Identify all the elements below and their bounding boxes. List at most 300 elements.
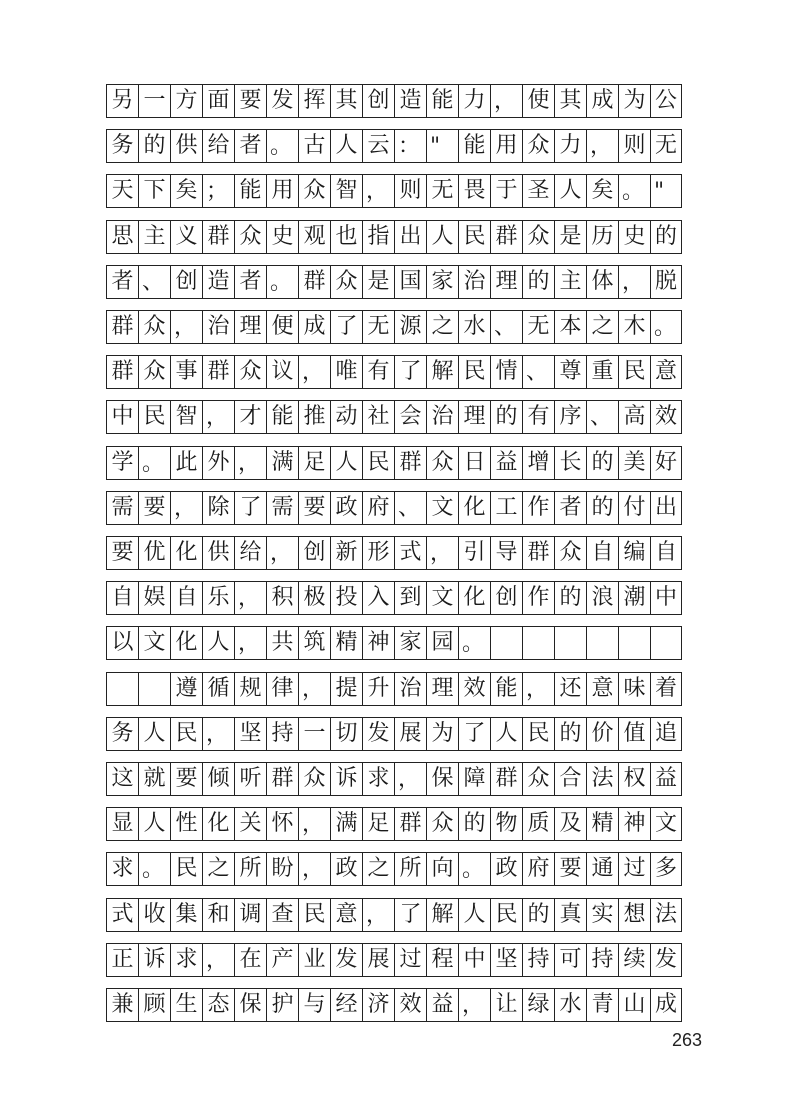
grid-cell: 创 bbox=[490, 582, 522, 614]
grid-row bbox=[106, 310, 682, 344]
grid-cell: 通 bbox=[586, 853, 618, 885]
grid-cell: 之 bbox=[586, 311, 618, 343]
grid-cell: 是 bbox=[554, 221, 586, 253]
grid-cell: 遵 bbox=[170, 673, 202, 705]
grid-cell: 方 bbox=[170, 85, 202, 117]
grid-cell: 极 bbox=[298, 582, 330, 614]
grid-cell: 展 bbox=[394, 718, 426, 750]
grid-cell: 诉 bbox=[330, 763, 362, 795]
grid-cell: 自 bbox=[170, 582, 202, 614]
grid-cell: 。 bbox=[618, 175, 650, 207]
grid-cell: 古 bbox=[298, 130, 330, 162]
grid-cell: 议 bbox=[266, 356, 298, 388]
grid-cell: 持 bbox=[266, 718, 298, 750]
grid-cell: 政 bbox=[490, 853, 522, 885]
grid-cell: 群 bbox=[490, 221, 522, 253]
grid-cell: ， bbox=[234, 447, 266, 479]
grid-cell: 兼 bbox=[106, 989, 138, 1021]
grid-cell: 情 bbox=[490, 356, 522, 388]
grid-cell: 人 bbox=[330, 447, 362, 479]
grid-cell: 众 bbox=[426, 808, 458, 840]
grid-cell: 面 bbox=[202, 85, 234, 117]
grid-cell: 味 bbox=[618, 673, 650, 705]
grid-cell: ； bbox=[202, 175, 234, 207]
grid-cell: 要 bbox=[170, 763, 202, 795]
grid-row bbox=[106, 84, 682, 118]
grid-cell: 重 bbox=[586, 356, 618, 388]
grid-cell: 追 bbox=[650, 718, 682, 750]
grid-cell: 用 bbox=[266, 175, 298, 207]
grid-cell: 人 bbox=[138, 718, 170, 750]
grid-cell: 发 bbox=[650, 944, 682, 976]
grid-row bbox=[106, 672, 682, 706]
grid-cell: 保 bbox=[234, 989, 266, 1021]
grid-cell: 集 bbox=[170, 899, 202, 931]
grid-cell: 了 bbox=[394, 899, 426, 931]
grid-cell: ， bbox=[522, 673, 554, 705]
grid-cell: 的 bbox=[490, 401, 522, 433]
grid-cell: 查 bbox=[266, 899, 298, 931]
grid-cell: 的 bbox=[586, 447, 618, 479]
grid-cell: 真 bbox=[554, 899, 586, 931]
grid-cell: 有 bbox=[522, 401, 554, 433]
grid-cell: 群 bbox=[298, 266, 330, 298]
grid-cell: 可 bbox=[554, 944, 586, 976]
grid-cell: 意 bbox=[586, 673, 618, 705]
grid-cell: ， bbox=[618, 266, 650, 298]
grid-cell: 精 bbox=[330, 627, 362, 659]
grid-cell: 。 bbox=[458, 627, 490, 659]
grid-cell: 除 bbox=[202, 492, 234, 524]
grid-cell: 能 bbox=[458, 130, 490, 162]
grid-cell: 神 bbox=[618, 808, 650, 840]
grid-cell: 便 bbox=[266, 311, 298, 343]
grid-cell: 众 bbox=[234, 221, 266, 253]
grid-cell: 了 bbox=[394, 356, 426, 388]
grid-cell: 与 bbox=[298, 989, 330, 1021]
grid-cell: ， bbox=[586, 130, 618, 162]
grid-cell: 民 bbox=[362, 447, 394, 479]
grid-cell: 众 bbox=[234, 356, 266, 388]
grid-row bbox=[106, 265, 682, 299]
grid-row bbox=[106, 446, 682, 480]
grid-cell: 切 bbox=[330, 718, 362, 750]
grid-cell: 于 bbox=[490, 175, 522, 207]
grid-cell: 、 bbox=[586, 401, 618, 433]
grid-cell: 中 bbox=[650, 582, 682, 614]
grid-cell: 群 bbox=[490, 763, 522, 795]
grid-cell: 则 bbox=[394, 175, 426, 207]
grid-row bbox=[106, 943, 682, 977]
grid-cell: ， bbox=[298, 356, 330, 388]
grid-cell: 能 bbox=[426, 85, 458, 117]
grid-cell: ， bbox=[234, 627, 266, 659]
grid-cell: 出 bbox=[650, 492, 682, 524]
grid-cell: 天 bbox=[106, 175, 138, 207]
grid-cell: 精 bbox=[586, 808, 618, 840]
grid-cell: 成 bbox=[298, 311, 330, 343]
grid-cell: 在 bbox=[234, 944, 266, 976]
grid-cell: 美 bbox=[618, 447, 650, 479]
grid-cell bbox=[554, 627, 586, 659]
grid-cell: 坚 bbox=[234, 718, 266, 750]
grid-cell: 保 bbox=[426, 763, 458, 795]
grid-cell: 。 bbox=[266, 266, 298, 298]
grid-cell: 好 bbox=[650, 447, 682, 479]
grid-cell: 到 bbox=[394, 582, 426, 614]
grid-cell: 了 bbox=[234, 492, 266, 524]
grid-cell: 化 bbox=[170, 627, 202, 659]
grid-cell: 经 bbox=[330, 989, 362, 1021]
grid-row bbox=[106, 898, 682, 932]
grid-cell: 诉 bbox=[138, 944, 170, 976]
grid-cell: ， bbox=[170, 311, 202, 343]
grid-cell: 自 bbox=[106, 582, 138, 614]
grid-cell: 文 bbox=[426, 492, 458, 524]
grid-row bbox=[106, 129, 682, 163]
grid-cell: 娱 bbox=[138, 582, 170, 614]
grid-cell: ， bbox=[202, 944, 234, 976]
grid-cell: 是 bbox=[362, 266, 394, 298]
grid-cell: 另 bbox=[106, 85, 138, 117]
grid-cell: 群 bbox=[394, 808, 426, 840]
grid-cell: 听 bbox=[234, 763, 266, 795]
page-number: 263 bbox=[672, 1030, 703, 1050]
grid-cell: 群 bbox=[394, 447, 426, 479]
grid-cell: 其 bbox=[554, 85, 586, 117]
grid-cell: 中 bbox=[106, 401, 138, 433]
grid-row bbox=[106, 807, 682, 841]
grid-cell: 者 bbox=[554, 492, 586, 524]
grid-cell: 规 bbox=[234, 673, 266, 705]
grid-cell: 。 bbox=[138, 853, 170, 885]
grid-cell: 出 bbox=[394, 221, 426, 253]
grid-cell: 效 bbox=[394, 989, 426, 1021]
grid-cell: " bbox=[426, 130, 458, 162]
grid-cell: 给 bbox=[234, 537, 266, 569]
grid-cell: 展 bbox=[362, 944, 394, 976]
grid-cell: 浪 bbox=[586, 582, 618, 614]
grid-cell: 理 bbox=[490, 266, 522, 298]
grid-cell: 能 bbox=[490, 673, 522, 705]
grid-cell: 济 bbox=[362, 989, 394, 1021]
grid-cell: 以 bbox=[106, 627, 138, 659]
grid-cell: 其 bbox=[330, 85, 362, 117]
grid-cell: 众 bbox=[522, 130, 554, 162]
grid-cell: 效 bbox=[458, 673, 490, 705]
grid-cell: 倾 bbox=[202, 763, 234, 795]
grid-row bbox=[106, 626, 682, 660]
grid-row bbox=[106, 174, 682, 208]
grid-cell: 用 bbox=[490, 130, 522, 162]
grid-cell: 主 bbox=[138, 221, 170, 253]
grid-cell: 史 bbox=[266, 221, 298, 253]
grid-cell: 化 bbox=[202, 808, 234, 840]
grid-cell: 造 bbox=[394, 85, 426, 117]
grid-cell: 及 bbox=[554, 808, 586, 840]
grid-cell: 中 bbox=[458, 944, 490, 976]
grid-cell: 力 bbox=[458, 85, 490, 117]
grid-cell: 有 bbox=[362, 356, 394, 388]
grid-cell: 文 bbox=[650, 808, 682, 840]
grid-cell: 能 bbox=[234, 175, 266, 207]
grid-cell: 所 bbox=[234, 853, 266, 885]
grid-cell: ， bbox=[394, 763, 426, 795]
grid-cell: 。 bbox=[458, 853, 490, 885]
grid-cell: 才 bbox=[234, 401, 266, 433]
grid-cell: 这 bbox=[106, 763, 138, 795]
grid-row bbox=[106, 220, 682, 254]
grid-cell: 多 bbox=[650, 853, 682, 885]
grid-cell: 使 bbox=[522, 85, 554, 117]
grid-cell: 显 bbox=[106, 808, 138, 840]
grid-cell: 动 bbox=[330, 401, 362, 433]
grid-cell: 众 bbox=[330, 266, 362, 298]
grid-cell: 创 bbox=[298, 537, 330, 569]
grid-cell: 法 bbox=[586, 763, 618, 795]
grid-cell: 群 bbox=[266, 763, 298, 795]
grid-cell: 众 bbox=[554, 537, 586, 569]
grid-cell: 务 bbox=[106, 130, 138, 162]
grid-cell: 府 bbox=[362, 492, 394, 524]
grid-cell: 满 bbox=[330, 808, 362, 840]
grid-cell: 群 bbox=[106, 311, 138, 343]
grid-cell: ， bbox=[298, 808, 330, 840]
grid-cell: 无 bbox=[522, 311, 554, 343]
grid-cell: 者 bbox=[106, 266, 138, 298]
grid-cell: 水 bbox=[458, 311, 490, 343]
grid-cell: 供 bbox=[170, 130, 202, 162]
grid-cell: 群 bbox=[202, 356, 234, 388]
grid-cell: 实 bbox=[586, 899, 618, 931]
grid-cell: 民 bbox=[170, 718, 202, 750]
grid-row bbox=[106, 852, 682, 886]
grid-cell: 历 bbox=[586, 221, 618, 253]
grid-cell: 民 bbox=[522, 718, 554, 750]
grid-cell: 发 bbox=[362, 718, 394, 750]
grid-cell: 人 bbox=[330, 130, 362, 162]
grid-cell: 创 bbox=[170, 266, 202, 298]
grid-cell: 治 bbox=[394, 673, 426, 705]
grid-row bbox=[106, 536, 682, 570]
grid-cell: 益 bbox=[490, 447, 522, 479]
grid-cell: 向 bbox=[426, 853, 458, 885]
grid-cell: 观 bbox=[298, 221, 330, 253]
grid-cell: 物 bbox=[490, 808, 522, 840]
grid-cell: 程 bbox=[426, 944, 458, 976]
grid-cell: 无 bbox=[650, 130, 682, 162]
grid-cell: 求 bbox=[170, 944, 202, 976]
grid-cell: 无 bbox=[426, 175, 458, 207]
grid-cell: 增 bbox=[522, 447, 554, 479]
grid-cell: 指 bbox=[362, 221, 394, 253]
grid-cell: 的 bbox=[138, 130, 170, 162]
grid-cell: 式 bbox=[106, 899, 138, 931]
grid-cell: 文 bbox=[426, 582, 458, 614]
grid-cell: 要 bbox=[234, 85, 266, 117]
grid-cell: 发 bbox=[266, 85, 298, 117]
grid-cell: 社 bbox=[362, 401, 394, 433]
grid-cell: 需 bbox=[106, 492, 138, 524]
grid-cell: 者 bbox=[234, 130, 266, 162]
grid-cell: 续 bbox=[618, 944, 650, 976]
grid-cell: 乐 bbox=[202, 582, 234, 614]
grid-cell: 一 bbox=[138, 85, 170, 117]
grid-cell: ， bbox=[202, 401, 234, 433]
grid-cell: 足 bbox=[362, 808, 394, 840]
grid-cell: 无 bbox=[362, 311, 394, 343]
grid-cell bbox=[586, 627, 618, 659]
grid-cell: 治 bbox=[426, 401, 458, 433]
grid-cell: 效 bbox=[650, 401, 682, 433]
grid-cell: 府 bbox=[522, 853, 554, 885]
grid-cell: 化 bbox=[170, 537, 202, 569]
grid-cell: 事 bbox=[170, 356, 202, 388]
grid-cell: 人 bbox=[490, 718, 522, 750]
grid-cell: 积 bbox=[266, 582, 298, 614]
grid-cell: 持 bbox=[586, 944, 618, 976]
grid-cell bbox=[522, 627, 554, 659]
grid-cell: 优 bbox=[138, 537, 170, 569]
grid-cell: 益 bbox=[426, 989, 458, 1021]
grid-cell: 收 bbox=[138, 899, 170, 931]
grid-cell: 的 bbox=[458, 808, 490, 840]
grid-cell: 为 bbox=[618, 85, 650, 117]
grid-cell: 脱 bbox=[650, 266, 682, 298]
grid-cell: 也 bbox=[330, 221, 362, 253]
grid-cell: 群 bbox=[106, 356, 138, 388]
grid-row bbox=[106, 581, 682, 615]
grid-cell: 众 bbox=[522, 221, 554, 253]
grid-cell: 青 bbox=[586, 989, 618, 1021]
grid-cell: 还 bbox=[554, 673, 586, 705]
grid-cell: 了 bbox=[458, 718, 490, 750]
grid-cell: ， bbox=[298, 673, 330, 705]
grid-cell: 潮 bbox=[618, 582, 650, 614]
grid-cell: 新 bbox=[330, 537, 362, 569]
grid-cell: 学 bbox=[106, 447, 138, 479]
grid-cell: 持 bbox=[522, 944, 554, 976]
grid-cell bbox=[618, 627, 650, 659]
grid-cell: 就 bbox=[138, 763, 170, 795]
grid-cell: 民 bbox=[138, 401, 170, 433]
grid-row bbox=[106, 717, 682, 751]
grid-cell: ， bbox=[170, 492, 202, 524]
grid-cell: 治 bbox=[202, 311, 234, 343]
grid-cell: ， bbox=[490, 85, 522, 117]
grid-cell: 式 bbox=[394, 537, 426, 569]
grid-cell: 木 bbox=[618, 311, 650, 343]
grid-cell: 所 bbox=[394, 853, 426, 885]
grid-cell: 价 bbox=[586, 718, 618, 750]
grid-cell: 义 bbox=[170, 221, 202, 253]
grid-cell: 民 bbox=[490, 899, 522, 931]
grid-cell: 家 bbox=[426, 266, 458, 298]
grid-cell: 过 bbox=[618, 853, 650, 885]
grid-cell: 业 bbox=[298, 944, 330, 976]
grid-cell: 。 bbox=[650, 311, 682, 343]
grid-cell: 序 bbox=[554, 401, 586, 433]
grid-cell: 人 bbox=[138, 808, 170, 840]
grid-cell: 绿 bbox=[522, 989, 554, 1021]
grid-cell: 障 bbox=[458, 763, 490, 795]
grid-cell: 下 bbox=[138, 175, 170, 207]
grid-cell: 共 bbox=[266, 627, 298, 659]
grid-cell: 长 bbox=[554, 447, 586, 479]
grid-cell: 意 bbox=[650, 356, 682, 388]
grid-cell: 之 bbox=[202, 853, 234, 885]
grid-cell: 。 bbox=[138, 447, 170, 479]
grid-cell: 怀 bbox=[266, 808, 298, 840]
grid-cell: 矣 bbox=[586, 175, 618, 207]
grid-row bbox=[106, 491, 682, 525]
grid-cell: ， bbox=[426, 537, 458, 569]
grid-cell: 需 bbox=[266, 492, 298, 524]
grid-cell: " bbox=[650, 175, 682, 207]
grid-cell: 务 bbox=[106, 718, 138, 750]
grid-cell: 政 bbox=[330, 492, 362, 524]
grid-cell: 给 bbox=[202, 130, 234, 162]
grid-cell: 性 bbox=[170, 808, 202, 840]
grid-cell: 满 bbox=[266, 447, 298, 479]
grid-cell: 民 bbox=[298, 899, 330, 931]
grid-cell: 要 bbox=[298, 492, 330, 524]
grid-cell: 源 bbox=[394, 311, 426, 343]
grid-cell: 作 bbox=[522, 492, 554, 524]
grid-cell: 民 bbox=[458, 221, 490, 253]
grid-cell: 一 bbox=[298, 718, 330, 750]
grid-row bbox=[106, 355, 682, 389]
grid-cell: 质 bbox=[522, 808, 554, 840]
grid-cell: 提 bbox=[330, 673, 362, 705]
grid-cell: 的 bbox=[522, 899, 554, 931]
grid-cell: 合 bbox=[554, 763, 586, 795]
grid-cell: 之 bbox=[426, 311, 458, 343]
grid-cell: ， bbox=[266, 537, 298, 569]
grid-cell: 产 bbox=[266, 944, 298, 976]
grid-cell: 律 bbox=[266, 673, 298, 705]
grid-cell: 想 bbox=[618, 899, 650, 931]
grid-cell: 理 bbox=[426, 673, 458, 705]
grid-cell: 要 bbox=[554, 853, 586, 885]
grid-cell: 了 bbox=[330, 311, 362, 343]
grid-cell: 众 bbox=[522, 763, 554, 795]
grid-cell: 坚 bbox=[490, 944, 522, 976]
grid-cell: 解 bbox=[426, 356, 458, 388]
grid-cell: 顾 bbox=[138, 989, 170, 1021]
grid-cell: 求 bbox=[362, 763, 394, 795]
grid-cell: 要 bbox=[138, 492, 170, 524]
grid-cell: 正 bbox=[106, 944, 138, 976]
grid-cell: 造 bbox=[202, 266, 234, 298]
grid-cell: 益 bbox=[650, 763, 682, 795]
grid-cell: 推 bbox=[298, 401, 330, 433]
grid-cell: 会 bbox=[394, 401, 426, 433]
grid-row bbox=[106, 988, 682, 1022]
grid-cell: 、 bbox=[522, 356, 554, 388]
grid-cell: 云 bbox=[362, 130, 394, 162]
grid-cell: 态 bbox=[202, 989, 234, 1021]
grid-cell: 的 bbox=[554, 582, 586, 614]
grid-cell: 为 bbox=[426, 718, 458, 750]
grid-cell: 权 bbox=[618, 763, 650, 795]
grid-cell: 升 bbox=[362, 673, 394, 705]
grid-cell: 众 bbox=[426, 447, 458, 479]
grid-cell: 人 bbox=[202, 627, 234, 659]
grid-cell: 之 bbox=[362, 853, 394, 885]
grid-cell bbox=[650, 627, 682, 659]
grid-cell: 智 bbox=[170, 401, 202, 433]
